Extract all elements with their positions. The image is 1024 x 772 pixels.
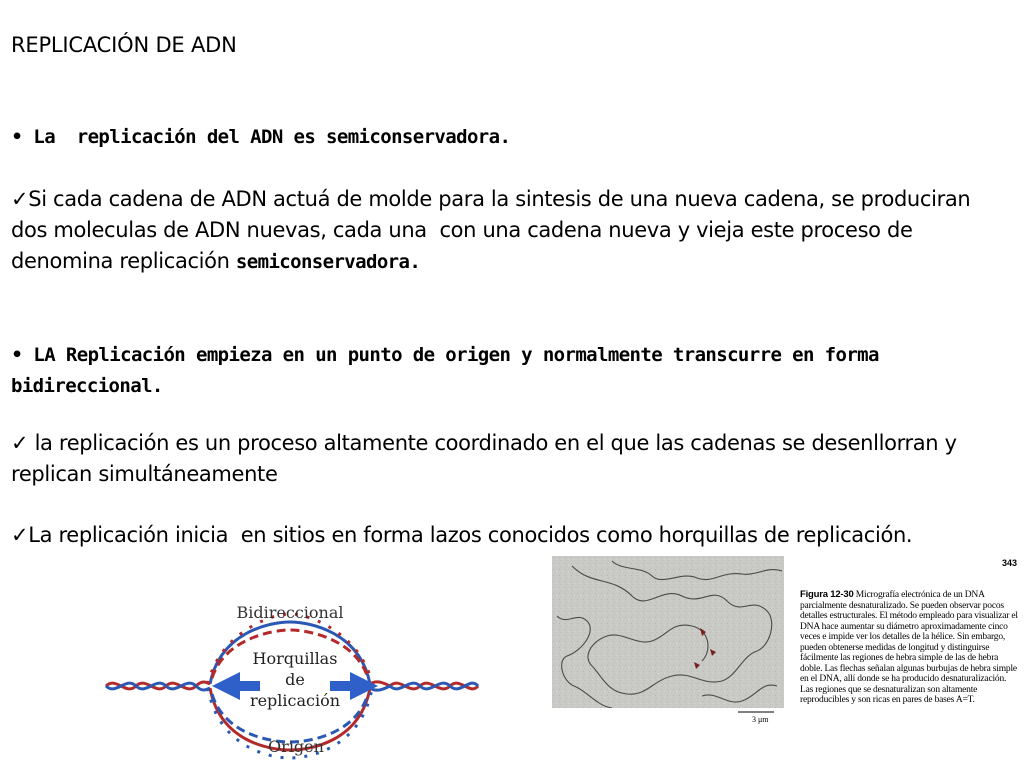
checkmark-icon: ✓ (11, 523, 29, 547)
paragraph-semiconservative (11, 184, 1011, 278)
label-forks-line2: de (285, 670, 305, 689)
dna-helix-left (106, 682, 210, 690)
page-number: 343 (1002, 558, 1018, 568)
caption-label: Figura 12-30 (800, 589, 854, 600)
bullet-semiconservative (11, 126, 510, 148)
caption-text: Micrografía electrónica de un DNA parcialmente desnaturalizado. Se pueden observar pocos detalles estructurales. El método empleado para visualizar el DNA hace aumentar su diámetro aproximadamente cinco veces e impide ver los detalles de la hélice. Sin embargo, pueden obtenerse medidas de longitud y distinguirse fácilmente las regiones de hebra simple de las de hebra doble. Las flechas señalan algunas burbujas de hebra simple en el DNA, allí donde se ha producido desnaturalización. Las regiones que se desnaturalizan son altamente reproducibles y son ricas en pares de bases A=T. (800, 590, 1018, 705)
electron-micrograph (552, 556, 784, 726)
checkmark-icon: ✓ (11, 187, 29, 211)
label-origin: Origen (268, 737, 324, 756)
slide-title: REPLICACIÓN DE ADN (11, 33, 237, 57)
label-forks-line1: Horquillas (252, 649, 338, 668)
bullet-text: La replicación del ADN es semiconservadora. (33, 126, 511, 148)
paragraph-text: Si cada cadena de ADN actuá de molde para la sintesis de una nueva cadena, se produciran dos moleculas de ADN nuevas, cada una con una cadena nueva y vieja este proceso de denomina replicación (11, 187, 977, 273)
paragraph-text: la replicación es un proceso altamente coordinado en el que las cadenas se desenllorran y replican simultáneamente (11, 431, 963, 486)
paragraph-forks (11, 520, 1011, 551)
checkmark-icon: ✓ (11, 431, 29, 455)
paragraph-text: La replicación inicia en sitios en forma lazos conocidos como horquillas de replicación. (28, 523, 913, 547)
replication-bubble-diagram (100, 592, 480, 768)
paragraph-bold-term: semiconservadora. (235, 251, 421, 273)
paragraph-coordinated (11, 428, 1011, 490)
scale-label: 3 μm (752, 715, 769, 724)
label-forks-line3: replicación (249, 691, 341, 710)
label-bidirectional: Bidireccional (236, 603, 344, 622)
figure-caption (800, 590, 1018, 706)
bullet-dot: • (11, 344, 23, 366)
bullet-dot: • (11, 126, 23, 148)
bullet-text: LA Replicación empieza en un punto de origen y normalmente transcurre en forma bidireccional. (11, 344, 879, 397)
bullet-bidirectional (11, 340, 1011, 402)
dna-helix-right (370, 682, 478, 690)
